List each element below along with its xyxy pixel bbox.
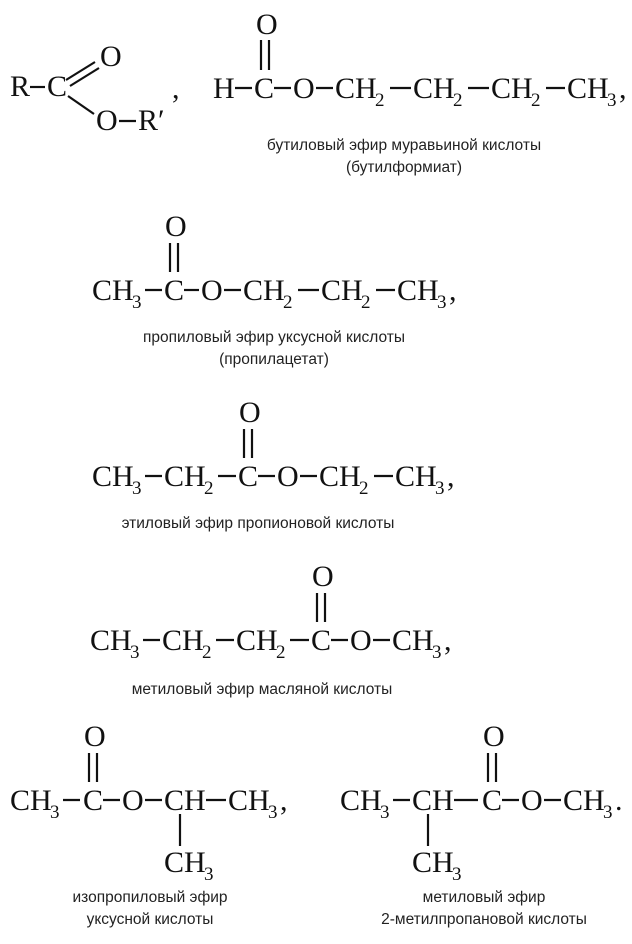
- double-bond: [70, 68, 99, 86]
- ch3-group: CH: [92, 274, 134, 307]
- ether-oxygen: O: [96, 104, 118, 137]
- comma: ,: [449, 274, 457, 307]
- ch3-group: CH: [10, 784, 52, 817]
- carbonyl-oxygen: O: [256, 8, 278, 41]
- ch2-group: CH: [413, 72, 455, 105]
- butyl-formate-formula: [213, 8, 627, 176]
- ch3-group: CH: [397, 274, 439, 307]
- carbonyl-oxygen: O: [312, 560, 334, 593]
- subscript: 2: [283, 292, 293, 313]
- hydrogen-atom: H: [213, 72, 235, 105]
- comma: ,: [280, 784, 288, 817]
- isopropyl-acetate-formula: [10, 720, 288, 928]
- ch3-group: CH: [340, 784, 382, 817]
- subscript: 3: [607, 90, 617, 111]
- bond: [68, 96, 94, 114]
- ch3-group: CH: [567, 72, 609, 105]
- ch3-group: CH: [90, 624, 132, 657]
- carbon-atom: C: [47, 70, 68, 103]
- ch2-group: CH: [243, 274, 285, 307]
- carbonyl-oxygen: O: [165, 210, 187, 243]
- caption-line1: бутиловый эфир муравьиной кислоты: [266, 137, 542, 154]
- comma: ,: [447, 460, 455, 493]
- subscript: 2: [375, 90, 385, 111]
- caption-line1: метиловый эфир: [422, 889, 546, 906]
- carbonyl-carbon: C: [164, 274, 185, 307]
- ch2-group: CH: [321, 274, 363, 307]
- subscript: 2: [359, 478, 369, 499]
- ch2-group: CH: [164, 460, 206, 493]
- general-ester-formula: [10, 40, 180, 137]
- caption-line2: уксусной кислоты: [86, 911, 214, 928]
- carbonyl-carbon: C: [482, 784, 503, 817]
- caption-line2: (пропилацетат): [219, 351, 329, 368]
- subscript: 2: [361, 292, 371, 313]
- subscript: 3: [268, 802, 278, 823]
- ch2-group: CH: [491, 72, 533, 105]
- ch3-group: CH: [92, 460, 134, 493]
- branch-ch3-group: CH: [164, 846, 206, 879]
- methyl-butyrate-formula: [90, 560, 452, 698]
- ch2-group: CH: [319, 460, 361, 493]
- methyl-isobutyrate-formula: [340, 720, 623, 928]
- carbonyl-carbon: C: [254, 72, 275, 105]
- ether-oxygen: O: [293, 72, 315, 105]
- carbonyl-oxygen: O: [239, 396, 261, 429]
- subscript: 2: [202, 642, 212, 663]
- comma: ,: [444, 624, 452, 657]
- comma: ,: [619, 72, 627, 105]
- carbonyl-carbon: C: [83, 784, 104, 817]
- subscript: 3: [132, 292, 142, 313]
- ch2-group: CH: [335, 72, 377, 105]
- ether-oxygen: O: [277, 460, 299, 493]
- ether-oxygen: O: [122, 784, 144, 817]
- propyl-acetate-formula: [92, 210, 457, 368]
- subscript: 3: [132, 478, 142, 499]
- caption-line2: 2-метилпропановой кислоты: [381, 911, 587, 928]
- r-group: R: [10, 70, 31, 103]
- subscript: 2: [276, 642, 286, 663]
- branch-ch3-group: CH: [412, 846, 454, 879]
- ethyl-propionate-formula: [92, 396, 455, 532]
- subscript: 3: [380, 802, 390, 823]
- ch-group: CH: [164, 784, 206, 817]
- ch3-group: CH: [563, 784, 605, 817]
- ether-oxygen: O: [350, 624, 372, 657]
- ch3-group: CH: [395, 460, 437, 493]
- separator-comma: ,: [172, 72, 180, 105]
- carbonyl-oxygen: O: [483, 720, 505, 753]
- double-bond: [66, 62, 95, 80]
- subscript: 3: [435, 478, 445, 499]
- ch2-group: CH: [236, 624, 278, 657]
- caption-line1: пропиловый эфир уксусной кислоты: [143, 329, 405, 346]
- caption-line2: (бутилформиат): [345, 159, 463, 176]
- subscript: 3: [50, 802, 60, 823]
- r-prime-group: R′: [138, 104, 165, 137]
- period: .: [615, 784, 623, 817]
- subscript: 3: [437, 292, 447, 313]
- ch3-group: CH: [228, 784, 270, 817]
- caption-line1: этиловый эфир пропионовой кислоты: [121, 515, 395, 532]
- ch2-group: CH: [162, 624, 204, 657]
- carbonyl-oxygen: O: [100, 40, 122, 73]
- subscript: 3: [432, 642, 442, 663]
- carbonyl-oxygen: O: [84, 720, 106, 753]
- subscript: 2: [204, 478, 214, 499]
- ether-oxygen: O: [521, 784, 543, 817]
- subscript: 2: [531, 90, 541, 111]
- caption-line1: изопропиловый эфир: [72, 889, 228, 906]
- subscript: 3: [204, 864, 214, 885]
- subscript: 3: [603, 802, 613, 823]
- ch3-group: CH: [392, 624, 434, 657]
- ch-group: CH: [412, 784, 454, 817]
- carbonyl-carbon: C: [238, 460, 259, 493]
- subscript: 3: [452, 864, 462, 885]
- carbonyl-carbon: C: [311, 624, 332, 657]
- subscript: 3: [130, 642, 140, 663]
- caption-line1: метиловый эфир масляной кислоты: [131, 681, 393, 698]
- subscript: 2: [453, 90, 463, 111]
- ether-oxygen: O: [201, 274, 223, 307]
